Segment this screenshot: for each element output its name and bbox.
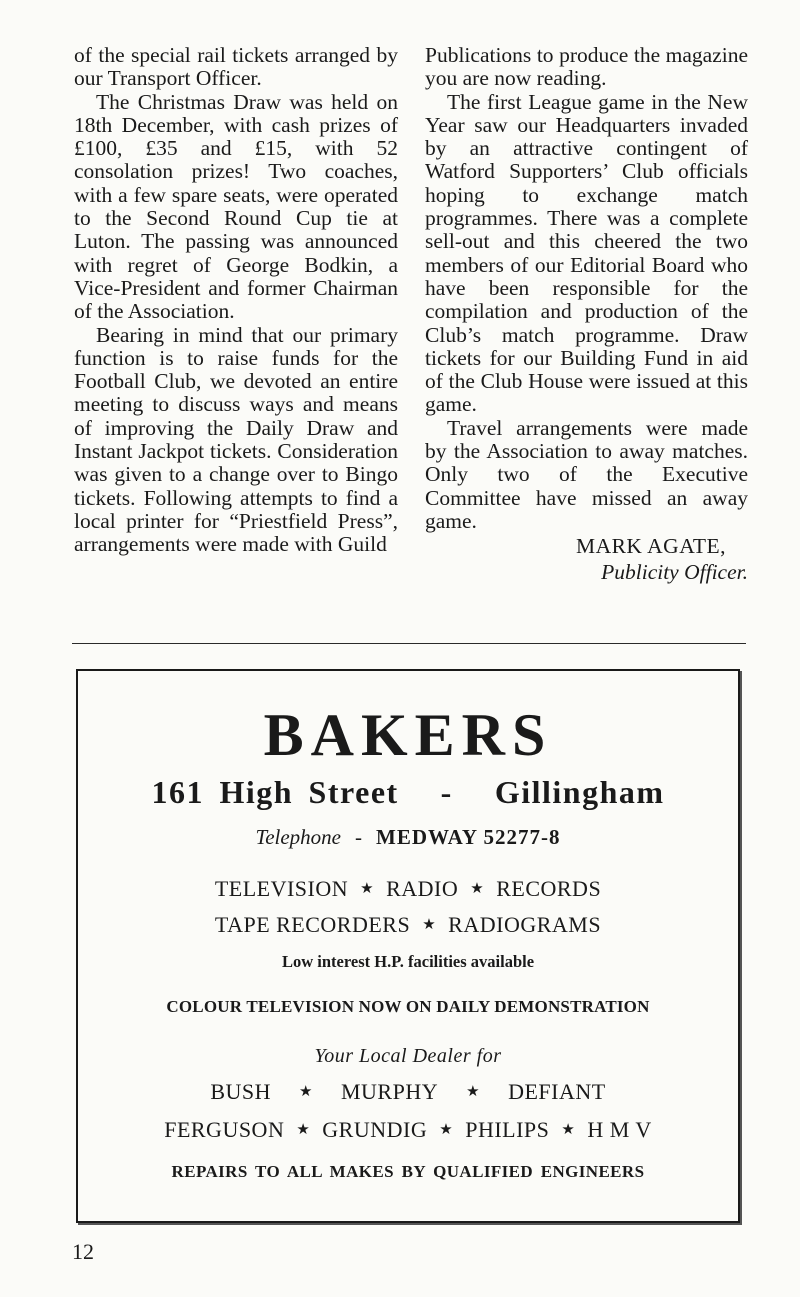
advert-brands-line-1 (78, 1079, 738, 1105)
product-item: RADIOGRAMS (448, 912, 602, 937)
advert-address (78, 774, 738, 811)
advert-street: 161 High Street (151, 774, 399, 810)
brand-item: FERGUSON (164, 1117, 285, 1142)
article-paragraph: Publications to produce the magazine you are now reading. (425, 43, 748, 91)
advert-telephone (78, 825, 738, 850)
star-icon: ★ (296, 1122, 311, 1138)
star-icon: ★ (561, 1122, 576, 1138)
brand-item: GRUNDIG (322, 1117, 428, 1142)
article-right-column (425, 44, 748, 584)
star-icon: ★ (422, 917, 437, 933)
article-paragraph: The Christmas Draw was held on 18th December, with cash prizes of £100, £35 and £15, with 52 consolation prizes! Two coaches, with a few spare seats, were operated to the Second Round Cup tie at Luton. The passing was announced with regret of George Bodkin, a Vice-President and former Chairman of the Association. (74, 89, 398, 324)
advert-address-separator: - (440, 774, 453, 810)
section-divider (72, 643, 746, 644)
advert-dealer-line: Your Local Dealer for (314, 1045, 502, 1067)
signature-title: Publicity Officer. (601, 559, 748, 584)
advertisement-box (76, 669, 740, 1223)
star-icon: ★ (299, 1084, 313, 1100)
star-icon: ★ (439, 1122, 454, 1138)
page-number: 12 (72, 1239, 94, 1264)
brand-item: DEFIANT (508, 1079, 606, 1104)
advert-products-line-2 (78, 912, 738, 938)
article-paragraph: Bearing in mind that our primary function is to raise funds for the Football Club, we devoted an entire meeting to discuss ways and means of improving the Daily Draw and Instant Jackpot tickets. Consideration was given to a change over to Bingo tickets. Following attempts to find a local printer for “Priestfield Press”, arrangements were made with Guild (74, 322, 398, 557)
advert-colour-tv-line: COLOUR TELEVISION NOW ON DAILY DEMONSTRATION (166, 997, 650, 1016)
article-paragraph: The first League game in the New Year saw our Headquarters invaded by an attractive contingent of Watford Supporters’ Club officials hoping to exchange match programmes. There was a complete sell-out and this cheered the two members of our Editorial Board who have been responsible for the compilation and production of the Club’s match programme. Draw tickets for our Building Fund in aid of the Club House were issued at this game. (425, 89, 748, 417)
advert-business-name: BAKERS (263, 702, 553, 768)
brand-item: MURPHY (340, 1079, 439, 1104)
telephone-label: Telephone (255, 825, 341, 849)
advert-hp-line: Low interest H.P. facilities available (281, 952, 535, 971)
advert-town: Gillingham (494, 774, 665, 810)
brand-item: BUSH (210, 1079, 272, 1104)
brand-item: PHILIPS (465, 1117, 550, 1142)
product-item: RADIO (386, 876, 459, 901)
brand-item: H M V (587, 1117, 652, 1142)
star-icon: ★ (360, 881, 375, 897)
advert-brands-line-2 (78, 1117, 738, 1143)
star-icon: ★ (470, 881, 485, 897)
star-icon: ★ (466, 1084, 481, 1100)
advert-products-line-1 (78, 876, 738, 902)
signature-name: MARK AGATE, (575, 534, 726, 559)
product-item: TAPE RECORDERS (214, 912, 411, 937)
product-item: RECORDS (496, 876, 602, 901)
article-left-column (74, 44, 398, 557)
article-paragraph: of the special rail tickets arranged by our Transport Officer. (74, 43, 398, 91)
product-item: TELEVISION (214, 876, 349, 901)
advert-repairs-line: REPAIRS TO ALL MAKES BY QUALIFIED ENGINEERS (171, 1162, 645, 1181)
telephone-number: MEDWAY 52277-8 (376, 825, 561, 849)
article-paragraph: Travel arrangements were made by the Association to away matches. Only two of the Executive Committee have missed an away game. (425, 415, 748, 533)
telephone-dash: - (355, 825, 362, 849)
